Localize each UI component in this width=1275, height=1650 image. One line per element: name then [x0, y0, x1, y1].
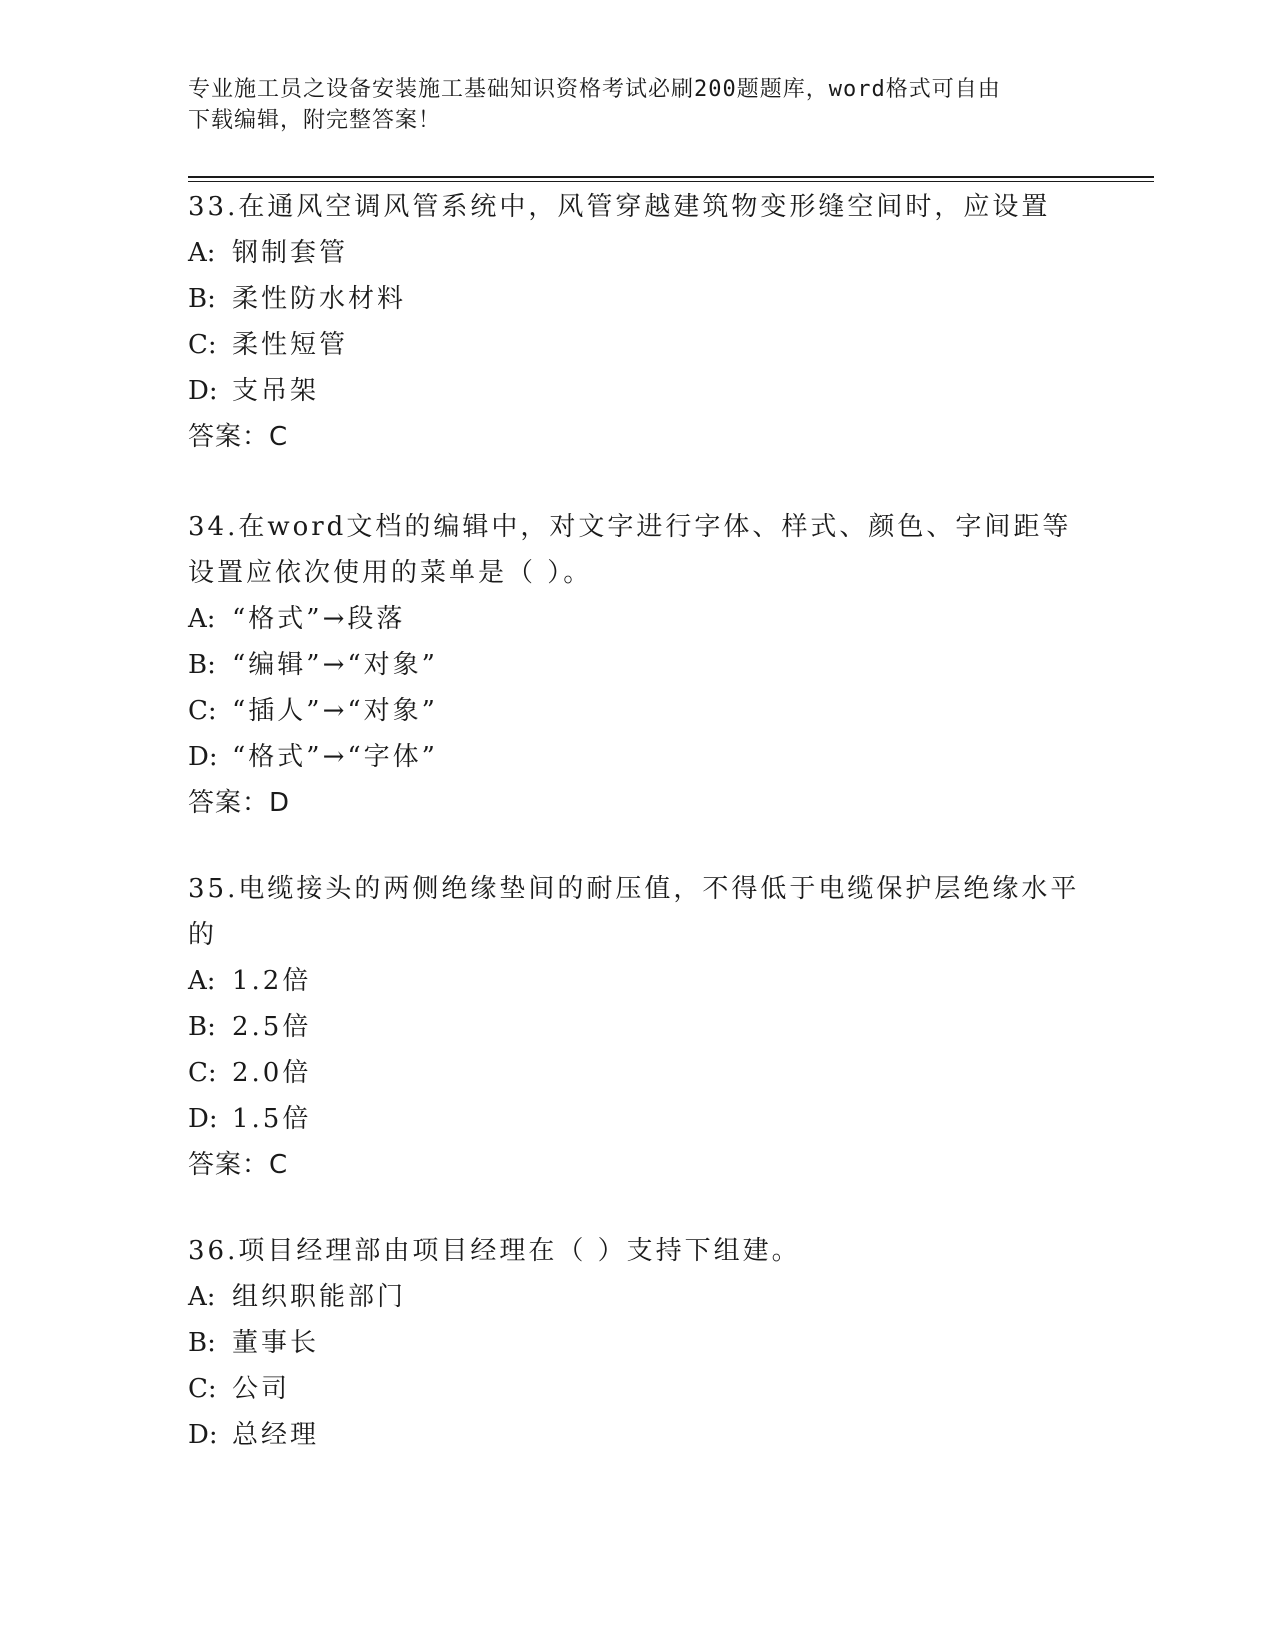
option-letter: B:	[188, 1328, 216, 1358]
header-line-1: 专业施工员之设备安装施工基础知识资格考试必刷200题题库，word格式可自由	[188, 77, 1001, 102]
option-letter: A:	[188, 604, 216, 634]
question-stem	[188, 866, 1088, 958]
option-b	[188, 276, 1088, 322]
option-text: 组织职能部门	[232, 1282, 407, 1312]
option-letter: C:	[188, 330, 217, 360]
option-c	[188, 322, 1088, 368]
option-text: 2.0倍	[232, 1058, 312, 1088]
option-letter: B:	[188, 284, 216, 314]
answer-line: 答案：C	[188, 1150, 289, 1180]
option-letter: A:	[188, 966, 216, 996]
option-text: 2.5倍	[232, 1012, 312, 1042]
option-a	[188, 596, 1088, 642]
option-text: 董事长	[232, 1328, 320, 1358]
document-header	[188, 74, 1088, 136]
option-letter: B:	[188, 1012, 216, 1042]
option-a	[188, 958, 1088, 1004]
option-letter: D:	[188, 1104, 218, 1134]
option-letter: B:	[188, 650, 216, 680]
option-b	[188, 1004, 1088, 1050]
option-text: 1.2倍	[232, 966, 312, 996]
question-stem-line: 的	[188, 920, 218, 950]
question-stem	[188, 504, 1088, 596]
option-text: 钢制套管	[232, 238, 349, 268]
option-d	[188, 1412, 1088, 1458]
answer-line: 答案：C	[188, 422, 289, 452]
option-b	[188, 642, 1088, 688]
option-text: 支吊架	[232, 376, 320, 406]
question-stem	[188, 184, 1088, 230]
option-text: 总经理	[232, 1420, 320, 1450]
option-b	[188, 1320, 1088, 1366]
option-text: 柔性防水材料	[232, 284, 407, 314]
option-c	[188, 1366, 1088, 1412]
option-c	[188, 688, 1088, 734]
option-text: 柔性短管	[232, 330, 349, 360]
option-text: “格式”→“字体”	[232, 742, 438, 772]
question-stem-line: 35.电缆接头的两侧绝缘垫间的耐压值，不得低于电缆保护层绝缘水平	[188, 874, 1080, 904]
question-stem	[188, 1228, 1088, 1274]
question-stem-line: 设置应依次使用的菜单是（ ）。	[188, 558, 593, 588]
option-text: “格式”→段落	[232, 604, 406, 634]
header-divider-top	[188, 176, 1154, 178]
option-letter: C:	[188, 696, 217, 726]
option-a	[188, 1274, 1088, 1320]
option-letter: A:	[188, 238, 216, 268]
question-35	[188, 866, 1088, 1188]
header-divider-bottom	[188, 181, 1154, 182]
option-text: “编辑”→“对象”	[232, 650, 438, 680]
option-letter: D:	[188, 1420, 218, 1450]
answer-line: 答案：D	[188, 788, 291, 818]
option-a	[188, 230, 1088, 276]
question-stem-line: 36.项目经理部由项目经理在（ ）支持下组建。	[188, 1236, 801, 1266]
option-text: 1.5倍	[232, 1104, 312, 1134]
option-letter: D:	[188, 742, 218, 772]
option-text: 公司	[232, 1374, 291, 1404]
header-line-2: 下载编辑，附完整答案！	[188, 108, 442, 133]
option-d	[188, 368, 1088, 414]
option-letter: C:	[188, 1374, 217, 1404]
option-d	[188, 734, 1088, 780]
option-letter: A:	[188, 1282, 216, 1312]
question-stem-line: 34.在word文档的编辑中，对文字进行字体、样式、颜色、字间距等	[188, 512, 1072, 542]
question-36	[188, 1228, 1088, 1458]
question-34	[188, 504, 1088, 826]
option-d	[188, 1096, 1088, 1142]
option-letter: D:	[188, 376, 218, 406]
option-letter: C:	[188, 1058, 217, 1088]
option-c	[188, 1050, 1088, 1096]
option-text: “插人”→“对象”	[232, 696, 438, 726]
question-33	[188, 184, 1088, 460]
question-stem-line: 33.在通风空调风管系统中，风管穿越建筑物变形缝空间时，应设置	[188, 192, 1051, 222]
